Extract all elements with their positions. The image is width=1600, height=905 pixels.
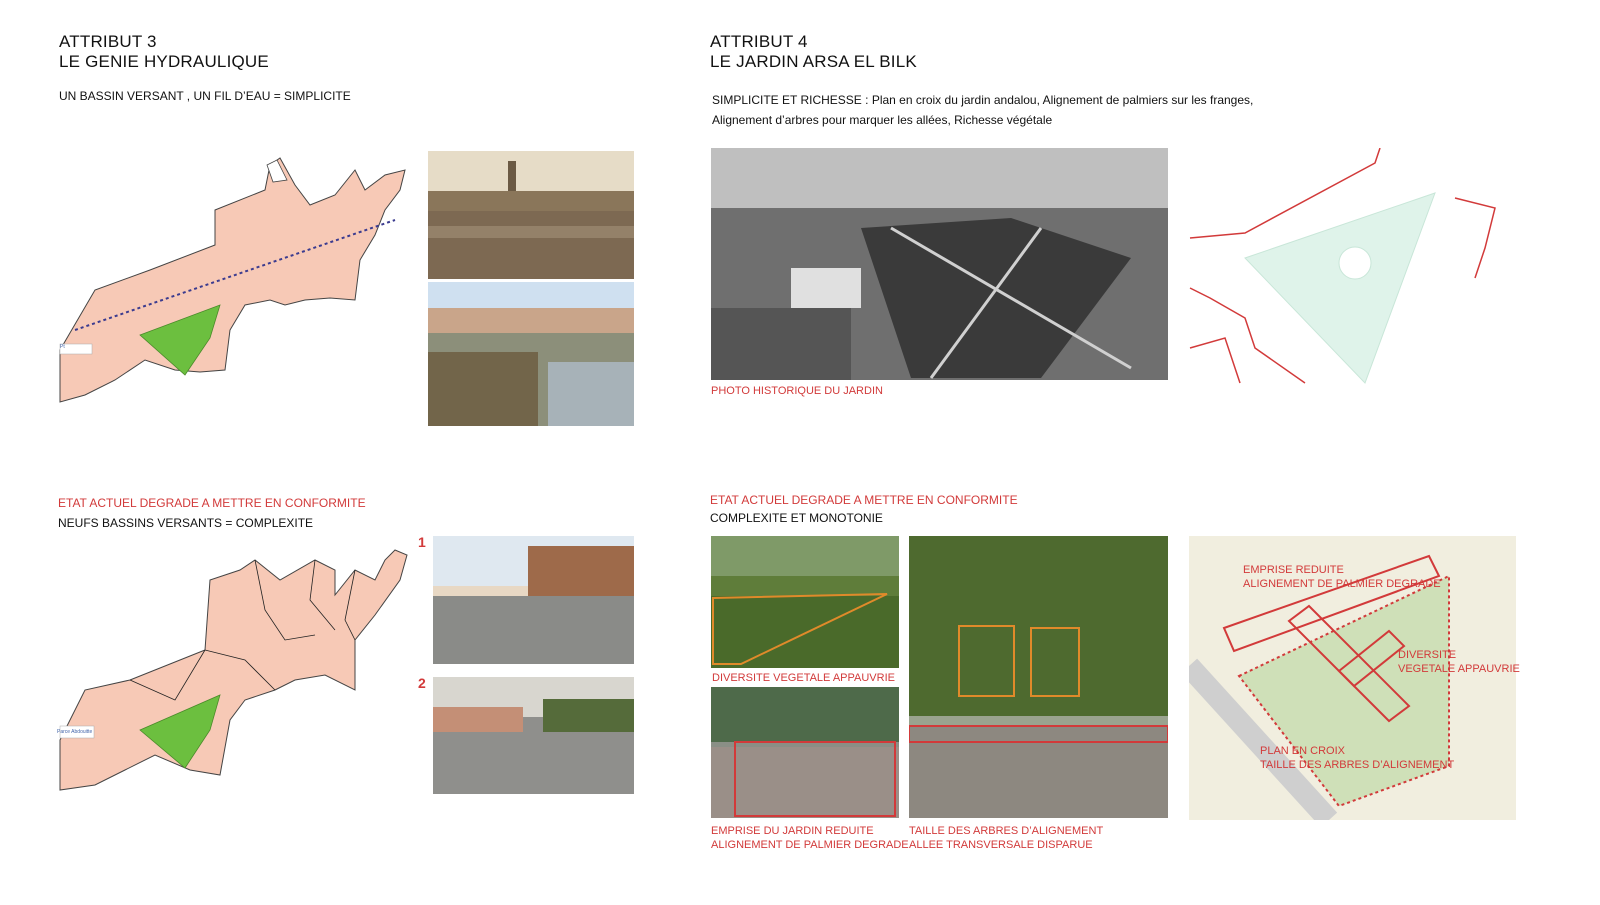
intro-line-1: SIMPLICITE ET RICHESSE : Plan en croix du jardin andalou, Alignement de palmiers sur les franges, bbox=[712, 93, 1254, 107]
hedges-photo bbox=[711, 536, 899, 668]
plan-label-6: TAILLE DES ARBRES D’ALIGNEMENT bbox=[1260, 759, 1455, 771]
intro-line-2: Alignement d’arbres pour marquer les allées, Richesse végétale bbox=[712, 113, 1053, 127]
attribut-4-line1: ATTRIBUT 4 bbox=[710, 32, 808, 51]
plan-label-1: EMPRISE REDUITE bbox=[1243, 564, 1344, 576]
attribut-3-line1: ATTRIBUT 3 bbox=[59, 32, 157, 51]
plan-label-emprise bbox=[1243, 563, 1441, 591]
caption-emprise-line2: ALIGNEMENT DE PALMIER DEGRADE bbox=[711, 839, 909, 851]
plan-label-4: VEGETALE APPAUVRIE bbox=[1398, 663, 1520, 675]
historic-square-photo bbox=[428, 151, 634, 279]
map-label-top: Pt bbox=[60, 344, 65, 350]
trees-photo bbox=[909, 536, 1168, 818]
attribut-3-title bbox=[59, 32, 269, 72]
map-label-bottom: Parce Abdouitte bbox=[57, 729, 93, 735]
modern-square-photo bbox=[428, 282, 634, 426]
caption-emprise bbox=[711, 824, 909, 852]
current-square-photo-1 bbox=[433, 536, 634, 664]
photo-number-2: 2 bbox=[418, 675, 426, 691]
attribut-4-line2: LE JARDIN ARSA EL BILK bbox=[710, 52, 917, 71]
caption-taille-line2: ALLEE TRANSVERSALE DISPARUE bbox=[909, 839, 1093, 851]
right-state-subtitle: COMPLEXITE ET MONOTONIE bbox=[710, 511, 883, 525]
left-state-subtitle: NEUFS BASSINS VERSANTS = COMPLEXITE bbox=[58, 516, 314, 530]
current-square-photo-2 bbox=[433, 677, 634, 794]
attribut-4-title bbox=[710, 32, 917, 72]
garden-plan-drawing bbox=[1185, 148, 1520, 388]
caption-taille bbox=[909, 824, 1103, 852]
attribut-3-subtitle: UN BASSIN VERSANT , UN FIL D’EAU = SIMPLICITE bbox=[59, 89, 351, 103]
historic-garden-photo bbox=[711, 148, 1168, 380]
alley-photo bbox=[711, 687, 899, 818]
attribut-3-line2: LE GENIE HYDRAULIQUE bbox=[59, 52, 269, 71]
caption-taille-line1: TAILLE DES ARBRES D’ALIGNEMENT bbox=[909, 825, 1104, 837]
caption-diversity: DIVERSITE VEGETALE APPAUVRIE bbox=[712, 672, 895, 684]
left-state-title: ETAT ACTUEL DEGRADE A METTRE EN CONFORMITE bbox=[58, 496, 366, 510]
plan-label-2: ALIGNEMENT DE PALMIER DEGRADE bbox=[1243, 578, 1441, 590]
photo-number-1: 1 bbox=[418, 534, 426, 550]
plan-label-3: DIVERSITE bbox=[1398, 649, 1457, 661]
plan-label-diversite bbox=[1398, 648, 1520, 676]
plan-label-croix bbox=[1260, 744, 1454, 772]
right-state-title: ETAT ACTUEL DEGRADE A METTRE EN CONFORMITE bbox=[710, 493, 1018, 507]
attribut-4-intro bbox=[712, 90, 1253, 130]
watershed-map-single bbox=[55, 150, 415, 410]
plan-label-5: PLAN EN CROIX bbox=[1260, 745, 1345, 757]
historic-photo-caption: PHOTO HISTORIQUE DU JARDIN bbox=[711, 385, 883, 397]
watershed-map-multiple bbox=[55, 540, 415, 800]
caption-emprise-line1: EMPRISE DU JARDIN REDUITE bbox=[711, 825, 874, 837]
